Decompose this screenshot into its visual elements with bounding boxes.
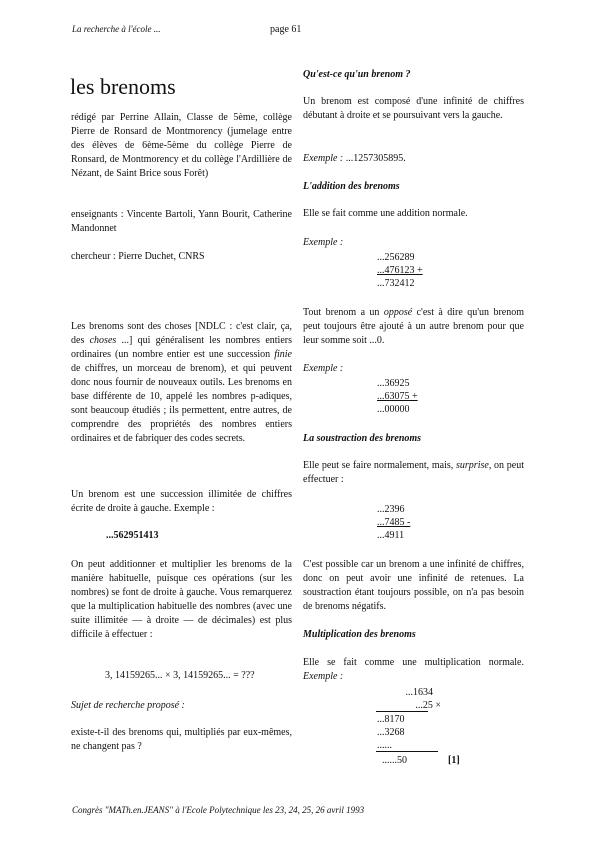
credits-chercheur: chercheur : Pierre Duchet, CNRS [71,251,205,262]
addition-2-line-1: ...36925 [377,378,410,389]
subtraction-surprise: surprise [456,460,489,471]
addition-example-label: Exemple : [303,237,344,248]
definition-paragraph: Un brenom est une succession illimitée de chiffres écrite de droite à gauche. Exemple : [71,489,292,514]
example-1 [303,152,524,166]
multiplication-rule-2 [376,751,438,752]
subtraction-paragraph [303,459,524,487]
footer: Congrès "MATh.en.JEANS" à l'Ecole Polytechnique les 23, 24, 25, 26 avril 1993 [72,805,365,815]
heading-what-is: Qu'est-ce qu'un brenom ? [303,69,411,80]
addition-1-line-2: ...476123 + [377,265,423,276]
research-subject-label: Sujet de recherche proposé : [71,700,185,711]
article-title: les brenoms [70,74,176,99]
multiplication [377,686,441,712]
example-1-value: ...1257305895. [343,153,406,164]
subtraction-text-a: Elle peut se faire normalement, mais, [303,460,457,471]
intro-finie: finie [274,349,292,360]
intro-text-a: Les brenoms sont des choses [NDLC : c'est clair, ça, des [71,321,292,346]
subtraction-line-2: ...7485 - [377,517,411,528]
brenom-example: ...562951413 [106,530,159,541]
intro-choses: choses [89,335,117,346]
multiplication-partial-3: ...... [377,740,392,751]
subtraction-line-1: ...2396 [377,504,405,515]
credits-redige: rédigé par Perrine Allain, Classe de 5ème, collège Pierre de Ronsard de Montmorency (jumelage entre des élèves de 6ème-5ème du collège Pierre de Ronsard, de Montmorency et du collège l'Ardillière de Nézant, de Saint Brice sous Forêt) [71,112,292,179]
intro-paragraph [71,320,292,446]
addition-2-result: ...00000 [377,404,410,415]
opposite-example-label: Exemple : [303,363,344,374]
opposite-text-a: Tout brenom a un [303,307,384,318]
what-is-paragraph: Un brenom est composé d'une infinité de chiffres débutant à droite et se poursuivant vers la gauche. [303,96,524,121]
addition-1-line-1: ...256289 [377,252,415,263]
addition-1 [377,251,423,290]
subtraction-result: ...4911 [377,530,405,541]
addition-2-line-2: ...63075 + [377,391,418,402]
page-number: page 61 [270,24,302,35]
heading-subtraction: La soustraction des brenoms [303,433,422,444]
subtraction-text-b: , on peut effectuer : [303,460,524,485]
addition-paragraph: Elle se fait comme une addition normale. [303,208,468,219]
opposite-paragraph [303,306,524,348]
subtraction-explanation: C'est possible car un brenom a une infinité de chiffres, donc on peut avoir une infinité de retenues. La soustraction étant toujours possible, on n'a pas besoin de brenoms négatifs. [303,559,524,612]
opposite-text-b: c'est à dire qu'un brenom peut toujours être ajouté à un autre brenom pour que leur somme soit ...0. [303,307,524,346]
intro-text-c: de chiffres, un morceau de brenom), et qui peuvent donc nous fournir de nouveaux outils. Les brenoms en base différente de 10, appelé les nombres p-adiques, sont beaucoup étudiés ; ils permettent, entre autres, de comprendre des propriétés des nombres entiers ordinaires et de fabriquer des codes secrets. [71,363,292,444]
example-1-label: Exemple : [303,153,344,164]
pi-formula: 3, 14159265... × 3, 14159265... = ??? [105,670,255,681]
multiplication-line-2: ...25 × [415,700,441,711]
multiplication-partial-1: ...8170 [377,714,405,725]
multiplication-rule-1 [376,711,428,712]
multiplication-paragraph [303,656,524,684]
multiplication-partials [377,713,405,752]
research-question: existe-t-il des brenoms qui, multipliés par eux-mêmes, ne changent pas ? [71,727,292,752]
operations-paragraph: On peut additionner et multiplier les brenoms de la manière habituelle, puisque ces opérations (sur les nombres) se font de droite à gauche. Vous remarquerez que la multiplication habituelle des nombres (avec une suite illimitée — à droite — de décimales) est plus difficile à effectuer : [71,559,292,640]
multiplication-text: Elle se fait comme une multiplication normale. [303,657,524,668]
running-title: La recherche à l'école ... [72,24,161,34]
multiplication-line-1: ...1634 [405,687,433,698]
intro-text-b: ...] qui généralisent les nombres entiers ordinaires (un nombre entier est une succession [71,335,292,360]
multiplication-partial-2: ...3268 [377,727,405,738]
multiplication-example-label: Exemple : [303,671,344,682]
heading-multiplication: Multiplication des brenoms [303,629,416,640]
heading-addition: L'addition des brenoms [303,181,400,192]
addition-1-result: ...732412 [377,278,415,289]
addition-2 [377,377,418,416]
credits-enseignants: enseignants : Vincente Bartoli, Yann Bourit, Catherine Mandonnet [71,209,292,234]
opposite-word: opposé [383,307,413,318]
multiplication-result: ......50 [382,755,407,766]
subtraction [377,503,410,542]
footnote-ref: [1] [448,755,460,766]
